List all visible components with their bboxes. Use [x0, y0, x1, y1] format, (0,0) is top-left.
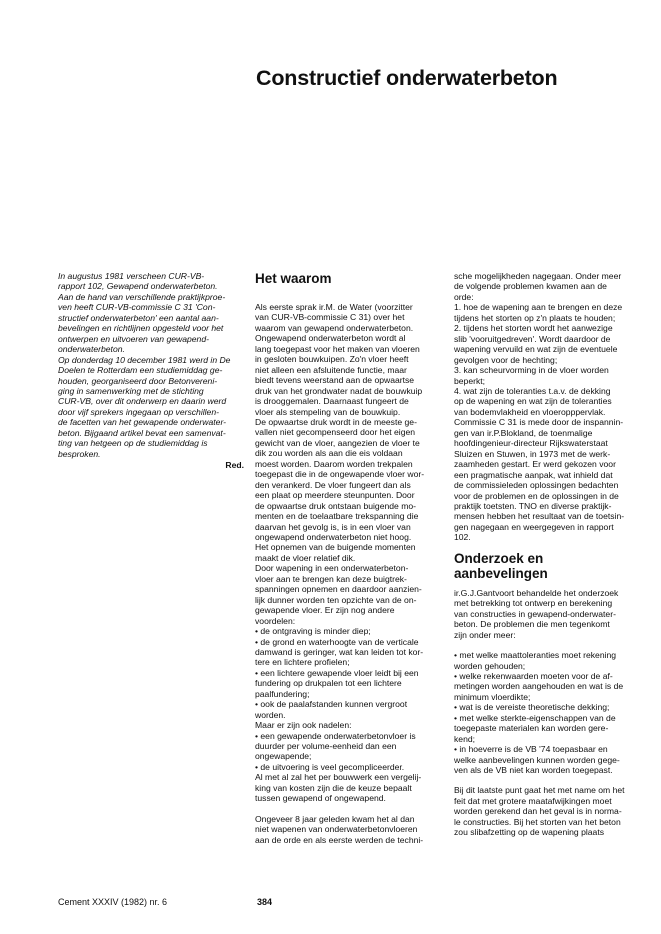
text-line: 2. tijdens het storten wordt het aanwezige [454, 323, 613, 334]
text-line: feit dat met grotere maatafwijkingen moet [454, 795, 612, 806]
body-column-2 [255, 271, 443, 845]
text-line: Sluizen en Stuwen, in 1973 met de werk- [454, 448, 611, 459]
text-line [454, 640, 642, 650]
text-line: gewicht van de vloer, aangezien de vloer te [255, 437, 420, 448]
text-line: 1. hoe de wapening aan te brengen en deze [454, 302, 623, 313]
text-line: waarom van gewapend onderwaterbeton. [255, 322, 414, 333]
text-line: beperkt; [454, 375, 486, 386]
section-heading-line-2: aanbevelingen [454, 565, 548, 581]
text-line: wapening vervuild en wat zijn de eventuele [454, 344, 618, 355]
text-line: houden, georganiseerd door Betonvereni- [58, 375, 218, 386]
text-line: niet wapenen van onderwaterbetonvloeren [255, 824, 418, 835]
text-line: duurder per volume-eenheid dan een [255, 741, 397, 752]
text-line: vloer aan te brengen kan deze buigtrek- [255, 573, 407, 584]
text-line: beton. Bijgaand artikel bevat een samenvat- [58, 427, 226, 438]
text-line [255, 804, 443, 814]
text-line: In augustus 1981 verscheen CUR-VB- [58, 271, 205, 281]
body-column-3 [454, 271, 642, 838]
text-line: ongewapende; [255, 751, 312, 762]
text-line: hoofdingenieur-directeur Rijkswaterstaat [454, 438, 608, 449]
text-line: ontwerpen en uitvoeren van gewapend- [58, 333, 209, 344]
text-line: bevelingen en richtlijnen opgesteld voor het [58, 323, 224, 334]
section-heading-line-1: Onderzoek en [454, 550, 544, 566]
text-line: van constructies in gewapend-onderwater- [454, 608, 616, 619]
text-line: • een lichtere gewapende vloer leidt bij een [255, 667, 419, 678]
text-line: • een gewapende onderwaterbetonvloer is [255, 730, 416, 741]
intro-text [58, 271, 244, 459]
text-line: paalfundering; [255, 688, 310, 699]
text-line: • de uitvoering is veel gecompliceerder. [255, 761, 405, 772]
text-line: 3. kan scheurvorming in de vloer worden [454, 365, 609, 376]
intro-column [58, 271, 244, 471]
text-line: Maar er zijn ook nadelen: [255, 720, 352, 731]
text-line: voordelen: [255, 615, 296, 626]
text-line: slib 'vooruitgedreven'. Wordt daardoor de [454, 333, 611, 344]
text-line: ir.G.J.Gantvoort behandelde het onderzoek [454, 587, 619, 598]
text-line: aan de orde en als eerste werden de techni- [255, 834, 424, 845]
text-line [454, 775, 642, 785]
text-line: den verankerd. De vloer fungeert dan als [255, 479, 411, 490]
text-line: orde: [454, 291, 474, 302]
text-line: tere en lichtere profielen; [255, 657, 350, 668]
text-line: Aan de hand van verschillende praktijkproe- [58, 291, 226, 302]
text-line: druk van het grondwater nadat de bouwkuip [255, 385, 423, 396]
text-line: op de wapening en wat zijn de toleranties [454, 396, 612, 407]
text-line: Als eerste sprak ir.M. de Water (voorzitter [255, 302, 413, 312]
text-line: gewapende vloer. Er zijn nog andere [255, 605, 395, 616]
text-line: Doelen te Rotterdam een studiemiddag ge- [58, 365, 223, 376]
text-line: vloer als stempeling van de bouwkuip. [255, 406, 401, 417]
column-2-text [255, 302, 443, 845]
text-line: Ongewapend onderwaterbeton wordt al [255, 333, 406, 344]
column-3-text-top [454, 271, 642, 543]
text-line: van CUR-VB-commissie C 31) over het [255, 312, 405, 323]
text-line: lijk dunner worden ten opzichte van de on- [255, 594, 417, 605]
text-line: gen van ir.P.Blokland, de toenmalige [454, 427, 593, 438]
text-line: een pragmatische aanpak, wat inhield dat [454, 469, 613, 480]
text-line: onderwaterbeton. [58, 344, 125, 355]
text-line: maakt de vloer relatief dik. [255, 552, 356, 563]
text-line: niet alleen een afsluitende functie, maar [255, 364, 407, 375]
text-line: praktijk toetsten. TNO en diverse praktijk- [454, 500, 612, 511]
text-line: sche mogelijkheden nagegaan. Onder meer [454, 271, 622, 281]
text-line: rapport 102, Gewapend onderwaterbeton. [58, 281, 218, 292]
text-line: Bij dit laatste punt gaat het met name om het [454, 785, 625, 796]
text-line: structief onderwaterbeton' een aantal aan- [58, 312, 219, 323]
page-number: 384 [257, 897, 273, 907]
text-line: zaamheden gestart. Er werd gekozen voor [454, 459, 616, 470]
text-line: Commissie C 31 is mede door de inspannin- [454, 417, 624, 428]
text-line: CUR-VB, over dit onderwerp en daarin werd [58, 396, 227, 407]
section-heading-onderzoek [454, 551, 642, 581]
text-line: toegepast die in de ongewapende vloer wor- [255, 469, 425, 480]
text-line: besproken. [58, 448, 101, 459]
text-line: damwand is geringer, wat kan leiden tot kor- [255, 646, 424, 657]
text-line: van bodemvlakheid en vloeropppervlak. [454, 406, 606, 417]
text-line: de commissieleden oplossingen bedachten [454, 480, 619, 491]
text-line: • de ontgraving is minder diep; [255, 626, 371, 637]
text-line: ven als de VB niet kan worden toegepast. [454, 765, 613, 776]
text-line: • in hoeverre is de VB '74 toepasbaar en [454, 744, 608, 755]
text-line: • met welke maattoleranties moet rekening [454, 650, 617, 661]
text-line: worden gehouden; [454, 660, 526, 671]
text-line: tussen gewapend of ongewapend. [255, 793, 386, 804]
text-line: de opwaartse druk ontstaan buigende mo- [255, 500, 416, 511]
text-line: 4. wat zijn de toleranties t.a.v. de dekking [454, 385, 611, 396]
text-line: king van kosten zijn die de keuze bepaalt [255, 782, 412, 793]
column-3-text-bottom [454, 588, 642, 838]
text-line: de volgende problemen kwamen aan de [454, 281, 607, 292]
text-line: Door wapening in een onderwaterbeton- [255, 563, 409, 574]
text-line: gen nagegaan en weergegeven in rapport [454, 521, 614, 532]
text-line: daarvan het gevolg is, is in een vloer van [255, 521, 411, 532]
article-title: Constructief onderwaterbeton [256, 66, 558, 90]
text-line: kend; [454, 733, 476, 744]
text-line: worden. [255, 709, 286, 720]
text-line: zijn onder meer: [454, 629, 516, 640]
footer-journal: Cement XXXIV (1982) nr. 6 [58, 897, 168, 907]
text-line: spanningen opnemen en daardoor aanzien- [255, 584, 422, 595]
text-line: • ook de paalafstanden kunnen vergroot [255, 699, 408, 710]
text-line: in gesloten bouwkuipen. Zo'n vloer heeft [255, 354, 409, 365]
text-line: minimum vloerdikte; [454, 691, 531, 702]
text-line: een plaat op meerdere steunpunten. Door [255, 490, 415, 501]
text-line: is drooggemalen. Daarnaast fungeert de [255, 396, 409, 407]
text-line: moest worden. Daarom worden trekpalen [255, 458, 413, 469]
text-line: beton. De problemen die men tegenkomt [454, 619, 610, 630]
text-line: welke aanbevelingen kunnen worden gege- [454, 754, 620, 765]
text-line: Al met al zal het per bouwwerk een vergelij- [255, 772, 422, 783]
text-line: dik zou worden als aan die eis voldaan [255, 448, 403, 459]
text-line: tijdens het storten op z'n plaats te houden; [454, 312, 616, 323]
text-line: De opwaartse druk wordt in de meeste ge- [255, 416, 417, 427]
text-line: zou slibafzetting op de wapening plaats [454, 827, 605, 838]
text-line: ging in samenwerking met de stichting [58, 385, 204, 396]
text-line: mensen hebben het resultaat van de toetsin- [454, 511, 625, 522]
text-line: menten en de toelaatbare trekspanning die [255, 511, 419, 522]
text-line: Het opnemen van de buigende momenten [255, 542, 416, 553]
text-line: • wat is de vereiste theoretische dekking; [454, 702, 610, 713]
text-line: Ongeveer 8 jaar geleden kwam het al dan [255, 813, 415, 824]
text-line: fundering op drukpalen tot een lichtere [255, 678, 402, 689]
text-line: toegepaste materialen kan worden gere- [454, 723, 609, 734]
section-heading-het-waarom: Het waarom [255, 271, 332, 286]
editor-signature: Red. [225, 460, 244, 471]
text-line: voor de problemen en de oplossingen in de [454, 490, 619, 501]
text-line: Op donderdag 10 december 1981 werd in De [58, 354, 231, 365]
text-line: ongewapend onderwaterbeton niet hoog. [255, 531, 412, 542]
text-line: • welke rekenwaarden moeten voor de af- [454, 670, 613, 681]
text-line: de facetten van het gewapende onderwater- [58, 417, 227, 428]
text-line: • met welke sterkte-eigenschappen van de [454, 712, 616, 723]
text-line: metingen worden aangehouden en wat is de [454, 681, 624, 692]
text-line: worden gerekend dan het geval is in norma- [454, 806, 622, 817]
text-line: door vijf sprekers ingegaan op verschillen- [58, 406, 219, 417]
text-line: ven heeft CUR-VB-commissie C 31 'Con- [58, 302, 216, 313]
text-line: met betrekking tot ontwerp en berekening [454, 598, 613, 609]
text-line: lang toegepast voor het maken van vloeren [255, 343, 420, 354]
text-line: le constructies. Bij het storten van het beton [454, 816, 621, 827]
text-line: biedt tevens weerstand aan de opwaartse [255, 375, 415, 386]
text-line: • de grond en waterhoogte van de verticale [255, 636, 419, 647]
text-line: vallen niet gecompenseerd door het eigen [255, 427, 416, 438]
text-line: ting van hetgeen op de studiemiddag is [58, 438, 208, 449]
text-line: gevolgen voor de hechting; [454, 354, 558, 365]
text-line: 102. [454, 532, 471, 543]
